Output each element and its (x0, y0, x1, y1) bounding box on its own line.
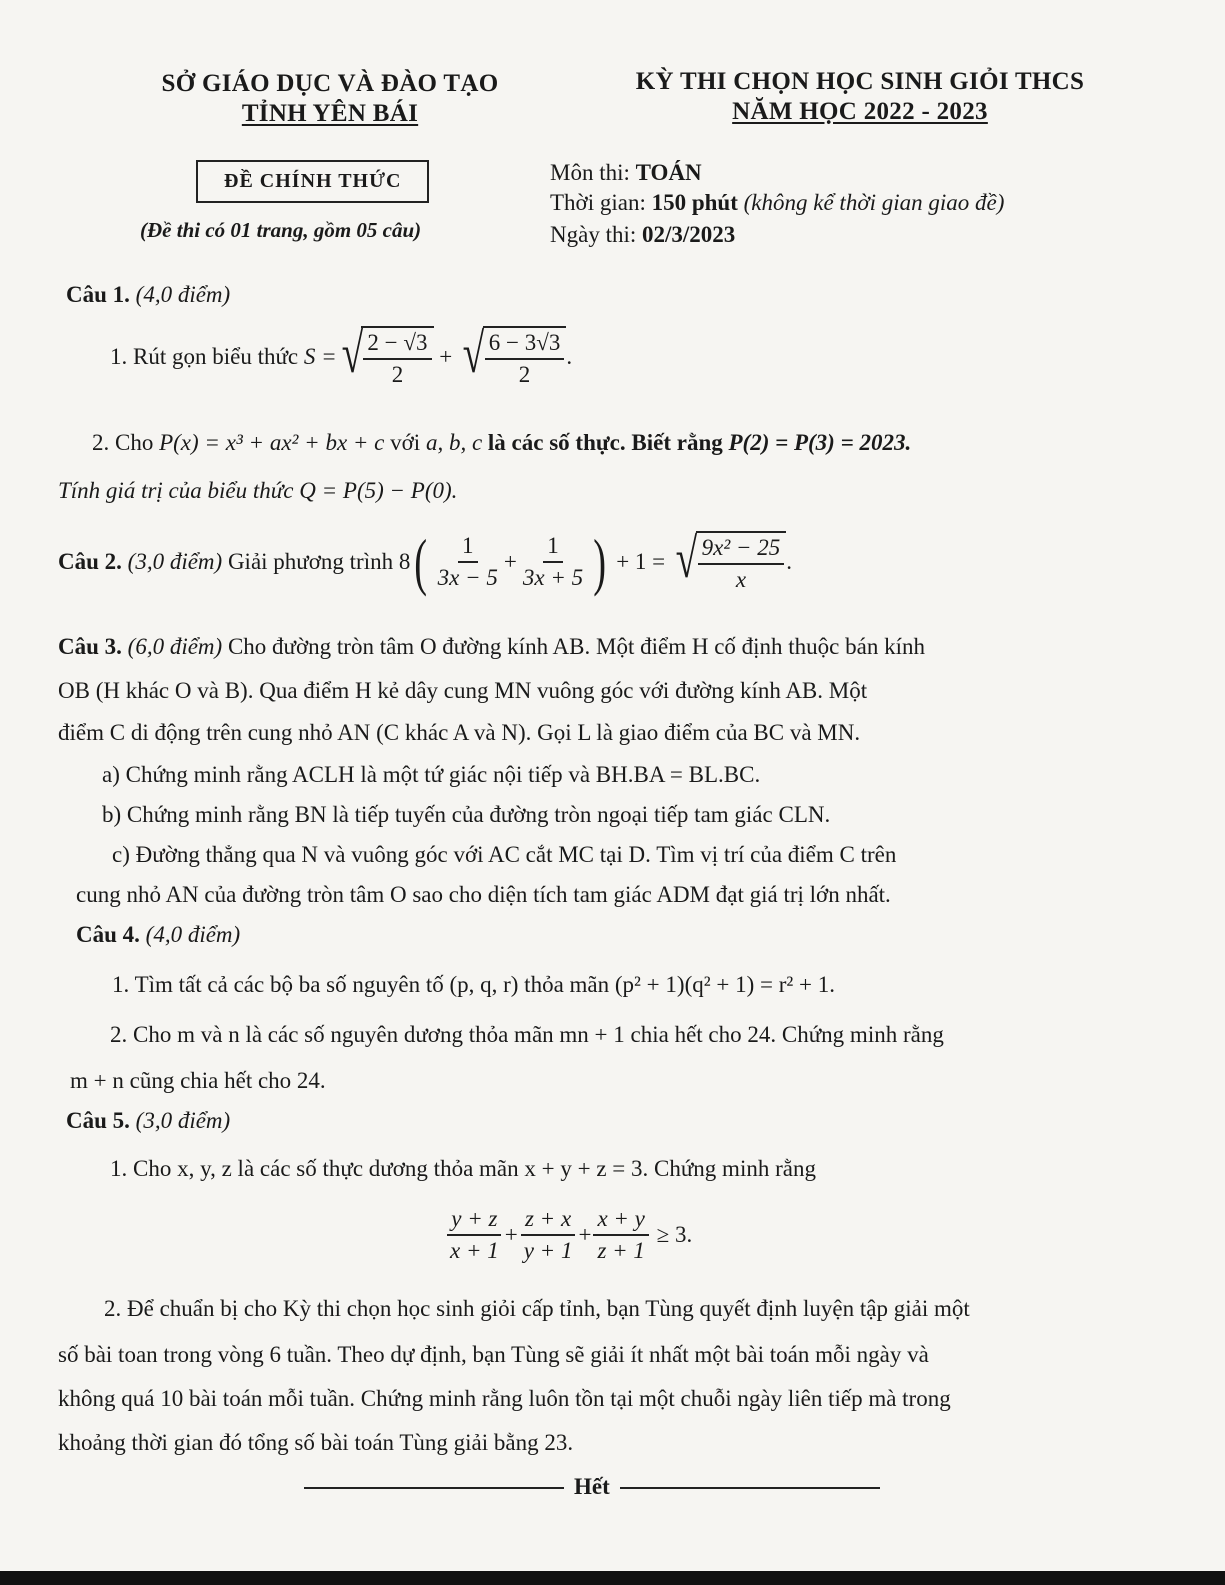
subject-line: Môn thi: TOÁN (550, 160, 702, 185)
q3-part-a: a) Chứng minh rằng ACLH là một tứ giác nội tiếp và BH.BA = BL.BC. (102, 762, 761, 787)
exam-page-note: (Đề thi có 01 trang, gồm 05 câu) (140, 218, 422, 242)
scan-edge-bar (0, 1571, 1225, 1585)
q5-part2-line3: không quá 10 bài toán mỗi tuần. Chứng minh rằng luôn tồn tại một chuỗi ngày liên tiếp mà trong (58, 1386, 951, 1411)
end-marker: Hết (304, 1474, 880, 1500)
q3-line1: Câu 3. (6,0 điểm) Cho đường tròn tâm O đường kính AB. Một điểm H cố định thuộc bán kính (58, 634, 925, 659)
province-name: TỈNH YÊN BÁI (241, 100, 419, 127)
q4-part1: 1. Tìm tất cả các bộ ba số nguyên tố (p, q, r) thỏa mãn (p² + 1)(q² + 1) = r² + 1. (112, 972, 835, 997)
q4-part2-line2: m + n cũng chia hết cho 24. (70, 1068, 326, 1093)
q2-equation-line: Câu 2. (3,0 điểm) Giải phương trình 8 ( $\frac{1}{3x - 5}$ + $\frac{1}{3x + 5}$ ) + 1 = √ $\frac{\text{9x² − 25}}{x}$ . (58, 526, 792, 597)
q4-part2-line1: 2. Cho m và n là các số nguyên dương thỏa mãn mn + 1 chia hết cho 24. Chứng minh rằng (110, 1022, 944, 1047)
q1-part1: 1. Rút gọn biểu thức S = √ $\frac{2 - √3}{2}$ + √ $\frac{6 - 3√3}{2}$ . (110, 323, 573, 387)
q3-part-b: b) Chứng minh rằng BN là tiếp tuyến của đường tròn ngoại tiếp tam giác CLN. (102, 802, 831, 827)
exam-name: KỲ THI CHỌN HỌC SINH GIỎI THCS (635, 68, 1085, 95)
end-rule-right (620, 1486, 880, 1489)
q5-part2-line4: khoảng thời gian đó tổng số bài toán Tùng giải bằng 23. (58, 1430, 574, 1455)
q5-part1: 1. Cho x, y, z là các số thực dương thỏa mãn x + y + z = 3. Chứng minh rằng (110, 1156, 816, 1181)
q1-part2-line1: 2. Cho P(x) = x³ + ax² + bx + c với a, b, c là các số thực. Biết rằng P(2) = P(3) = 2023. (92, 430, 912, 455)
q1-part2-line2: Tính giá trị của biểu thức Q = P(5) − P(0). (58, 478, 458, 503)
q5-inequality: $\frac{y + z}{x + 1}$ + $\frac{z + x}{y + 1}$ + $\frac{x + y}{z + 1}$ ≥ 3. (444, 1206, 692, 1264)
dept-name: SỞ GIÁO DỤC VÀ ĐÀO TẠO (161, 70, 499, 97)
q3-part-c-line2: cung nhỏ AN của đường tròn tâm O sao cho diện tích tam giác ADM đạt giá trị lớn nhất. (76, 882, 891, 907)
q4-heading: Câu 4. (4,0 điểm) (76, 922, 241, 947)
time-line: Thời gian: 150 phút (không kể thời gian giao đề) (550, 190, 1005, 215)
q5-part2-line1: 2. Để chuẩn bị cho Kỳ thi chọn học sinh giỏi cấp tỉnh, bạn Tùng quyết định luyện tập giải một (104, 1296, 970, 1321)
q3-line3: điểm C di động trên cung nhỏ AN (C khác A và N). Gọi L là giao điểm của BC và MN. (58, 720, 861, 745)
q5-heading: Câu 5. (3,0 điểm) (66, 1108, 231, 1133)
q3-part-c-line1: c) Đường thẳng qua N và vuông góc với AC cắt MC tại D. Tìm vị trí của điểm C trên (112, 842, 897, 867)
end-rule-left (304, 1486, 564, 1489)
official-exam-badge: ĐỀ CHÍNH THỨC (196, 160, 429, 203)
school-year: NĂM HỌC 2022 - 2023 (732, 98, 988, 125)
date-line: Ngày thi: 02/3/2023 (550, 222, 736, 247)
q1-heading: Câu 1. (4,0 điểm) (66, 282, 231, 307)
q3-line2: OB (H khác O và B). Qua điểm H kẻ dây cung MN vuông góc với đường kính AB. Một (58, 678, 868, 703)
q5-part2-line2: số bài toan trong vòng 6 tuần. Theo dự định, bạn Tùng sẽ giải ít nhất một bài toán mỗi ngày và (58, 1342, 929, 1367)
